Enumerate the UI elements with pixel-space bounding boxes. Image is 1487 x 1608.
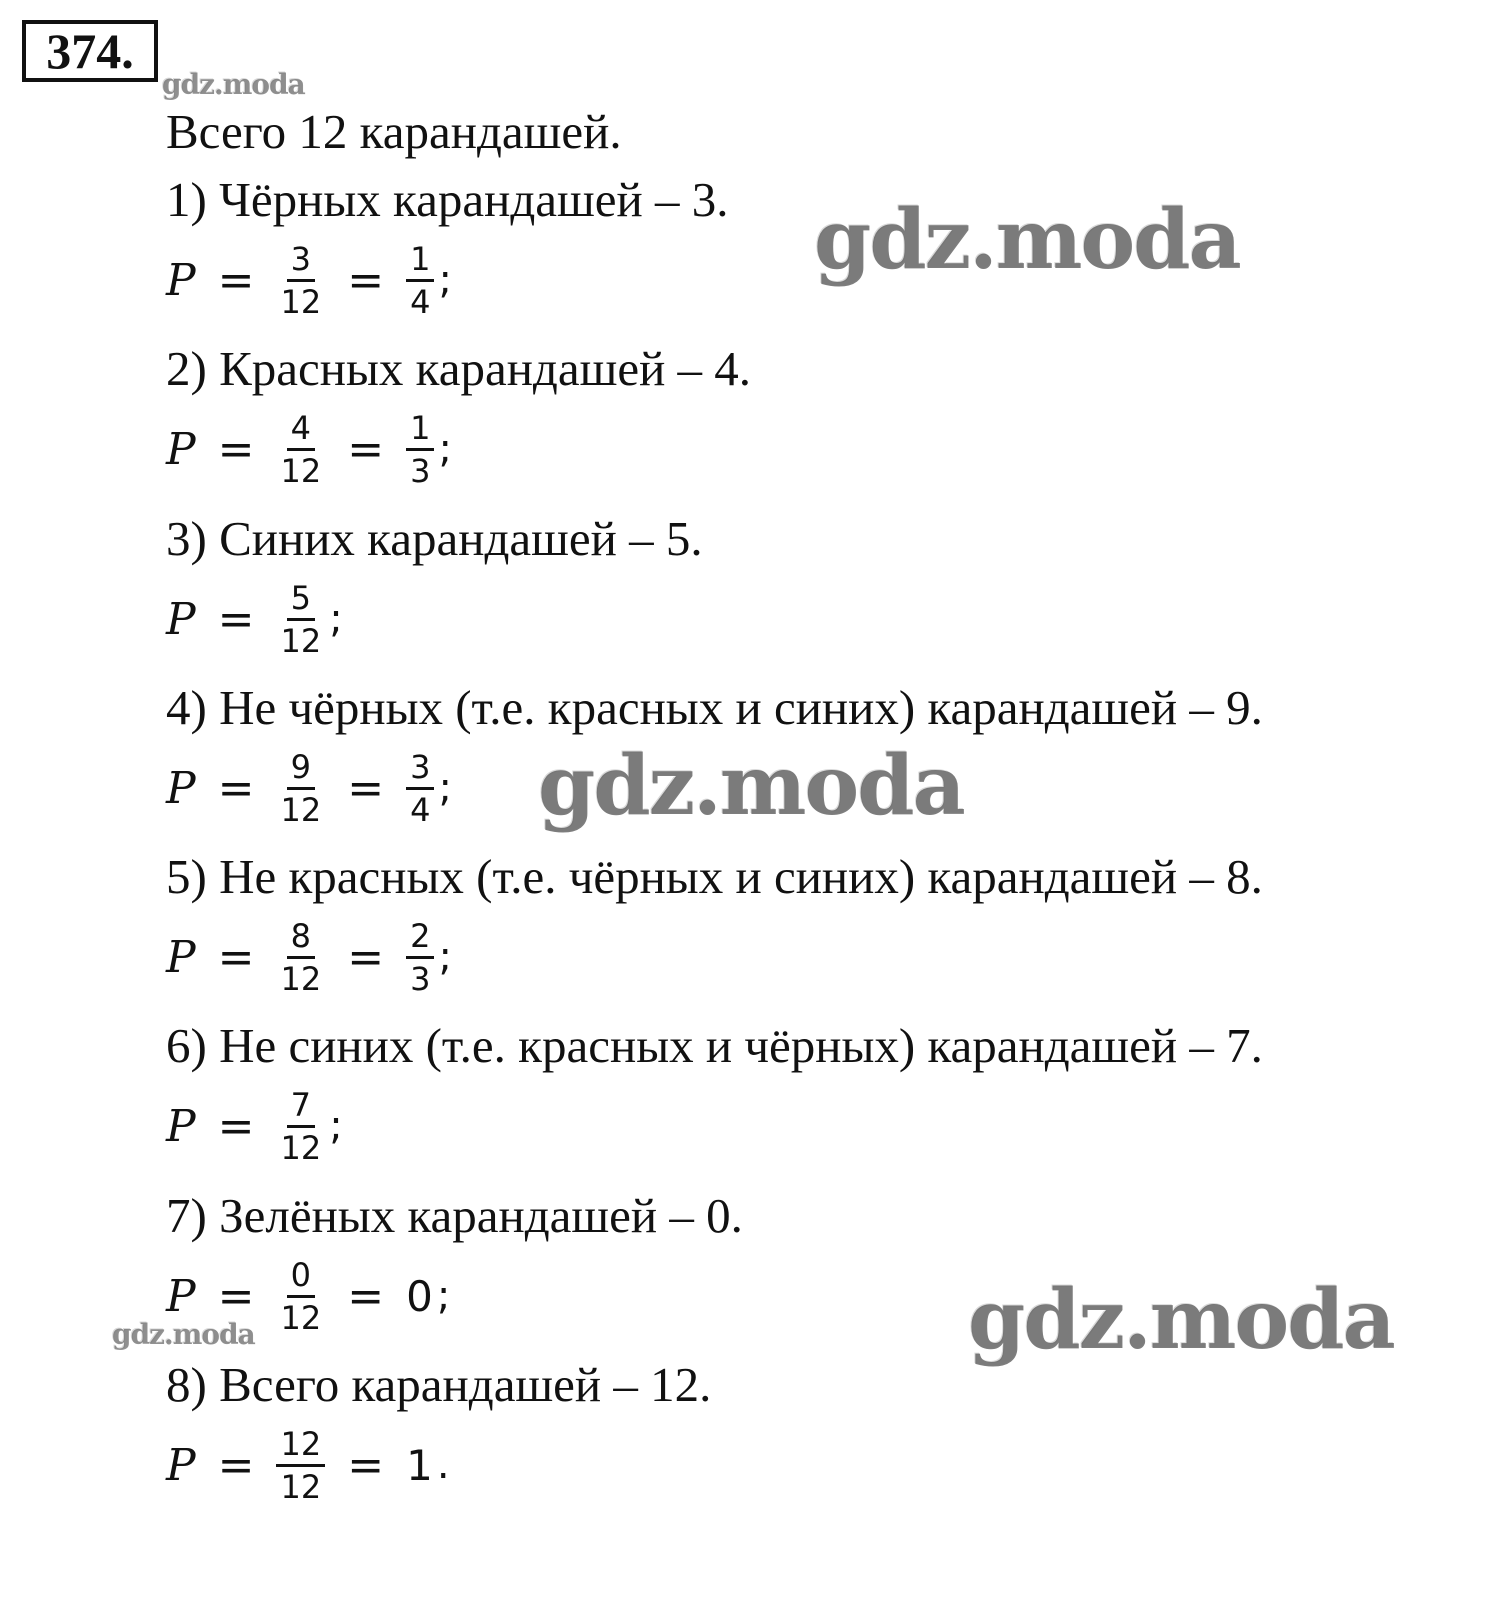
terminator: ; (329, 1103, 343, 1149)
equals-sign: = (217, 593, 255, 645)
terminator: ; (438, 934, 452, 980)
denominator: 12 (280, 1298, 322, 1337)
numerator: 9 (287, 747, 315, 790)
fraction-simplified (406, 916, 434, 999)
numerator: 2 (406, 916, 434, 959)
result-value: 1 (406, 1440, 433, 1490)
watermark-large-2: gdz.moda (538, 738, 964, 834)
probability-var: P (166, 254, 196, 306)
step-2-text: 2) Красных карандашей – 4. (166, 341, 752, 396)
probability-var: P (166, 423, 196, 475)
terminator: ; (438, 765, 452, 811)
step-7-formula (166, 1252, 450, 1340)
fraction (276, 1085, 325, 1168)
fraction (276, 408, 325, 491)
equals-sign: = (217, 931, 255, 983)
equals-sign: = (217, 1439, 255, 1491)
denominator: 12 (280, 451, 322, 490)
probability-var: P (166, 593, 196, 645)
step-5-text: 5) Не красных (т.е. чёрных и синих) карандашей – 8. (166, 849, 1263, 904)
probability-var: P (166, 1439, 196, 1491)
watermark-small-bottom: gdz.moda (112, 1318, 255, 1351)
terminator: ; (436, 1273, 451, 1319)
step-8-formula (166, 1421, 450, 1509)
intro-text: Всего 12 карандашей. (166, 104, 622, 159)
terminator: ; (438, 257, 452, 303)
step-3-formula (166, 575, 343, 663)
watermark-large-1: gdz.moda (814, 192, 1240, 288)
denominator: 12 (280, 959, 322, 998)
step-2-formula (166, 405, 452, 493)
terminator: ; (438, 426, 452, 472)
numerator: 3 (287, 239, 315, 282)
denominator: 12 (280, 282, 322, 321)
equals-sign: = (217, 1270, 255, 1322)
numerator: 4 (287, 408, 315, 451)
equals-sign: = (347, 254, 385, 306)
step-4-formula (166, 744, 452, 832)
terminator: . (436, 1442, 450, 1488)
numerator: 3 (406, 747, 434, 790)
equals-sign: = (347, 931, 385, 983)
step-6-formula (166, 1082, 343, 1170)
step-5-formula (166, 913, 452, 1001)
fraction (276, 1255, 325, 1338)
equals-sign: = (347, 423, 385, 475)
numerator: 1 (406, 239, 434, 282)
probability-var: P (166, 931, 196, 983)
equals-sign: = (217, 423, 255, 475)
numerator: 0 (287, 1255, 315, 1298)
fraction (276, 1424, 325, 1507)
equals-sign: = (217, 1100, 255, 1152)
watermark-small-top: gdz.moda (162, 68, 305, 101)
step-7-text: 7) Зелёных карандашей – 0. (166, 1188, 743, 1243)
denominator: 3 (410, 451, 431, 490)
fraction (276, 747, 325, 830)
step-6-text: 6) Не синих (т.е. красных и чёрных) карандашей – 7. (166, 1018, 1263, 1073)
numerator: 1 (406, 408, 434, 451)
fraction (276, 239, 325, 322)
fraction (276, 578, 325, 661)
step-8-text: 8) Всего карандашей – 12. (166, 1357, 712, 1412)
equals-sign: = (347, 762, 385, 814)
fraction-simplified (406, 239, 434, 322)
denominator: 12 (280, 1467, 322, 1506)
denominator: 12 (280, 621, 322, 660)
fraction (276, 916, 325, 999)
numerator: 7 (287, 1085, 315, 1128)
probability-var: P (166, 1270, 196, 1322)
step-4-text: 4) Не чёрных (т.е. красных и синих) карандашей – 9. (166, 680, 1263, 735)
equals-sign: = (347, 1439, 385, 1491)
equals-sign: = (347, 1270, 385, 1322)
problem-number: 374. (22, 20, 158, 82)
step-3-text: 3) Синих карандашей – 5. (166, 511, 703, 566)
numerator: 5 (287, 578, 315, 621)
step-1-text: 1) Чёрных карандашей – 3. (166, 172, 729, 227)
denominator: 4 (410, 790, 431, 829)
equals-sign: = (217, 762, 255, 814)
fraction-simplified (406, 747, 434, 830)
equals-sign: = (217, 254, 255, 306)
probability-var: P (166, 762, 196, 814)
numerator: 8 (287, 916, 315, 959)
denominator: 12 (280, 1128, 322, 1167)
watermark-large-3: gdz.moda (968, 1272, 1394, 1368)
fraction-simplified (406, 408, 434, 491)
denominator: 3 (410, 959, 431, 998)
step-1-formula (166, 236, 452, 324)
numerator: 12 (276, 1424, 325, 1467)
denominator: 12 (280, 790, 322, 829)
denominator: 4 (410, 282, 431, 321)
terminator: ; (329, 596, 343, 642)
probability-var: P (166, 1100, 196, 1152)
result-value: 0 (406, 1271, 433, 1321)
